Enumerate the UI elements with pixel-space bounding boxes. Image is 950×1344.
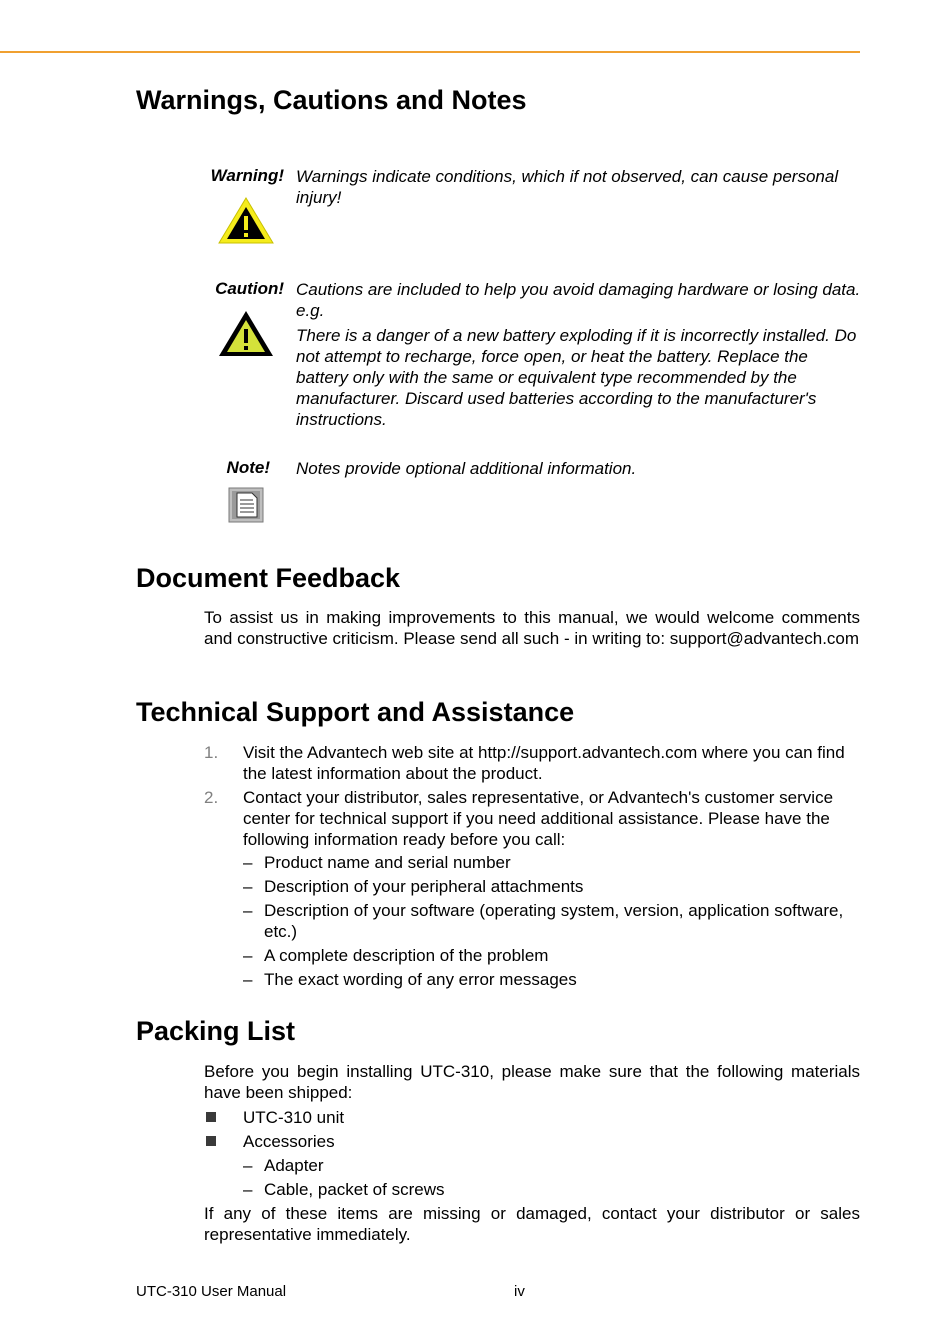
header-rule xyxy=(0,51,860,53)
square-bullet-icon xyxy=(206,1136,216,1146)
list-number: 2. xyxy=(204,788,219,807)
footer-page-number: iv xyxy=(514,1283,525,1300)
support-subitem: Description of your peripheral attachments xyxy=(264,877,584,896)
support-item-website: Visit the Advantech web site at http://support.advantech.com where you can find the latest information about the product. xyxy=(243,743,845,783)
section-title-support: Technical Support and Assistance xyxy=(136,697,575,727)
support-subitem: Product name and serial number xyxy=(264,853,511,872)
packing-item: UTC-310 unit xyxy=(243,1108,345,1127)
square-bullet-icon xyxy=(206,1112,216,1122)
caution-text: Cautions are included to help you avoid damaging hardware or losing data. e.g. xyxy=(296,280,861,320)
section-title-packing: Packing List xyxy=(136,1016,296,1046)
caution-example-text: There is a danger of a new battery exploding if it is incorrectly installed. Do not attempt to recharge, force open, or heat the battery. Replace the battery only with the same or equivalent type recommended by the manufacturer. Discard used batteries according to the manufacturer's instructions. xyxy=(296,326,857,429)
dash-marker: – xyxy=(243,1156,253,1175)
section-title-warnings: Warnings, Cautions and Notes xyxy=(136,85,527,115)
packing-subitem: Cable, packet of screws xyxy=(264,1180,445,1199)
dash-marker: – xyxy=(243,946,253,965)
packing-subitem: Adapter xyxy=(264,1156,324,1175)
dash-marker: – xyxy=(243,1180,253,1199)
warning-triangle-icon xyxy=(217,196,275,246)
note-text: Notes provide optional additional information. xyxy=(296,459,637,478)
caution-label: Caution! xyxy=(215,279,284,298)
footer-manual-title: UTC-310 User Manual xyxy=(136,1283,287,1300)
support-subitem: The exact wording of any error messages xyxy=(264,970,577,989)
packing-item: Accessories xyxy=(243,1132,335,1151)
dash-marker: – xyxy=(243,901,253,920)
warning-text: Warnings indicate conditions, which if not observed, can cause personal injury! xyxy=(296,167,839,207)
feedback-text: To assist us in making improvements to this manual, we would welcome comments and constructive criticism. Please send all such - in writing to: support@advantech.com xyxy=(204,608,860,648)
dash-marker: – xyxy=(243,970,253,989)
support-subitem: Description of your software (operating system, version, application software, etc.) xyxy=(264,901,844,941)
support-subitem: A complete description of the problem xyxy=(264,946,549,965)
packing-intro: Before you begin installing UTC-310, please make sure that the following materials have been shipped: xyxy=(204,1062,860,1102)
list-number: 1. xyxy=(204,743,219,762)
dash-marker: – xyxy=(243,853,253,872)
caution-triangle-icon xyxy=(217,309,275,359)
section-title-feedback: Document Feedback xyxy=(136,563,401,593)
note-document-icon xyxy=(228,487,264,523)
support-item-contact: Contact your distributor, sales representative, or Advantech's customer service center for technical support if you need additional assistance. Please have the following information ready before you call: xyxy=(243,788,834,849)
note-label: Note! xyxy=(226,458,270,477)
dash-marker: – xyxy=(243,877,253,896)
packing-closing: If any of these items are missing or damaged, contact your distributor or sales representative immediately. xyxy=(204,1204,860,1244)
warning-label: Warning! xyxy=(210,166,284,185)
